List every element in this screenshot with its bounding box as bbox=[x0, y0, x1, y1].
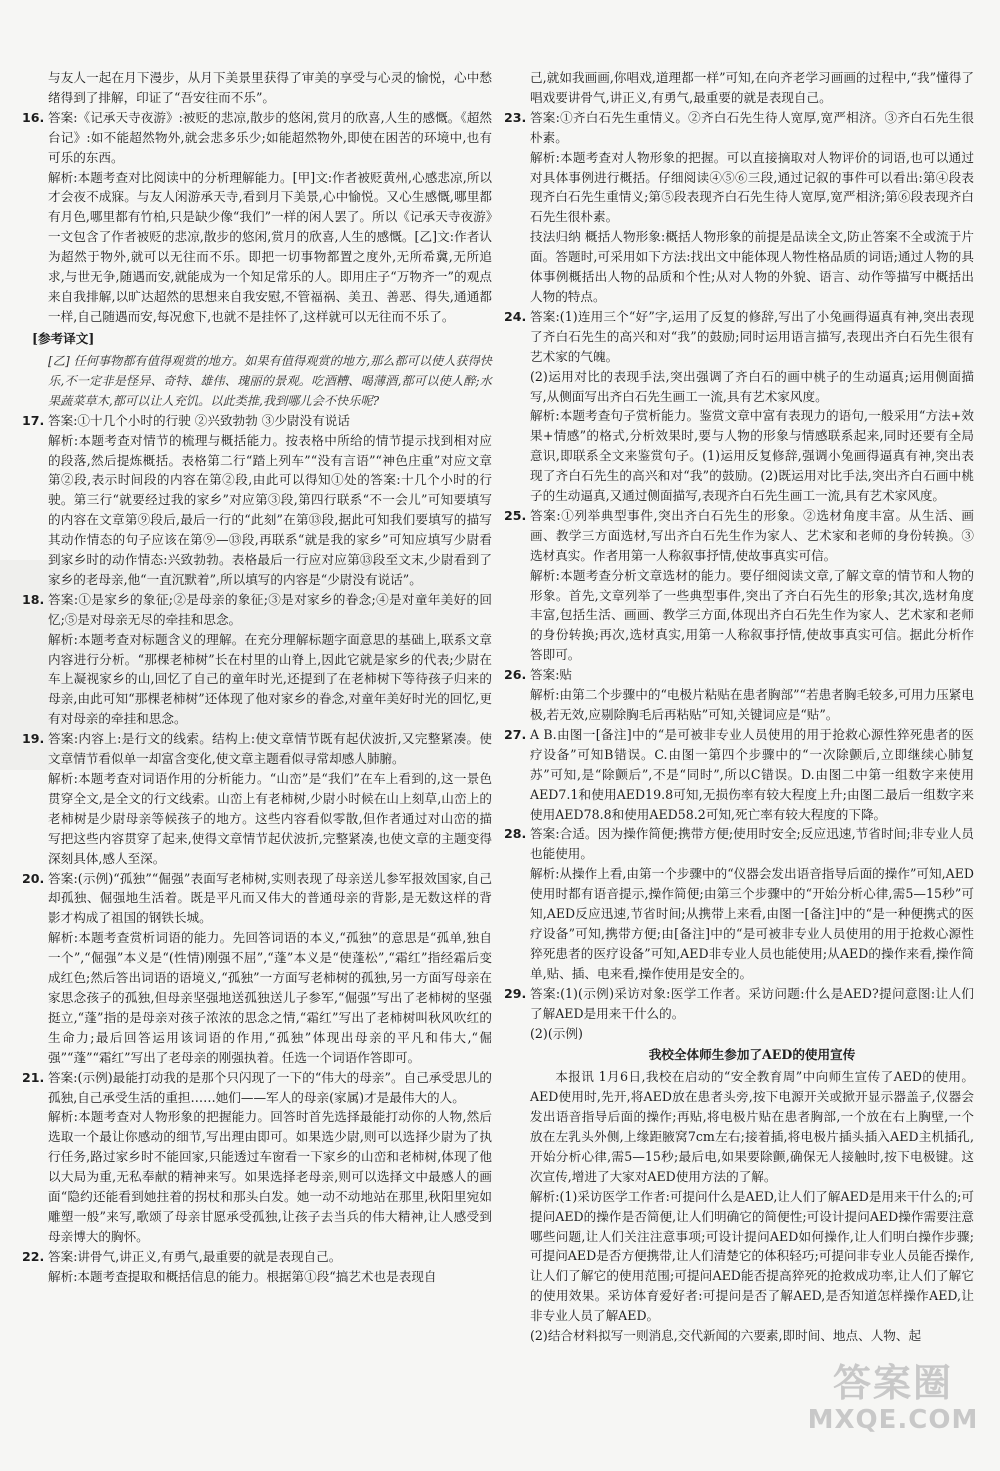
question-27 bbox=[504, 725, 974, 825]
answer-text: 答案:内容上:是行文的线索。结构上:使文章情节既有起伏波折,又完整紧凑。使文章情节看似单一却富含变化,使文章主题看似寻常却感人肺腑。 bbox=[48, 731, 492, 767]
continued-paragraph: 己,就如我画画,你唱戏,道理都一样”可知,在向齐老学习画画的过程中,“我”懂得了唱戏要讲骨气,讲正义,有勇气,最重要的就是表现自己。 bbox=[530, 70, 974, 105]
question-number: 27. bbox=[504, 726, 527, 742]
question-23 bbox=[504, 108, 974, 307]
analysis-part2: (2)结合材料拟写一则消息,交代新闻的六要素,即时间、地点、人物、起 bbox=[530, 1328, 922, 1344]
analysis-text: 解析:本题考查对人物形象的把握能力。回答时首先选择最能打动你的人物,然后选取一个最让你感动的细节,写出理由即可。如果选少尉,则可以选择少尉为了执行任务,路过家乡时不能回家,只能透过车窗看一下家乡的山峦和老柿树,体现了他以大局为重,无私奉献的精神来写。如果选择老母亲,则可以选择文中最感人的画面“隐约还能看到她拄着的拐杖和那头白发。她一动不动地站在那里,秋阳里宛如雕塑一般”来写,歌颂了母亲甘愿承受孤独,让孩子去当兵的伟大精神,让人感受到母亲博大的胸怀。 bbox=[48, 1109, 492, 1244]
question-18 bbox=[22, 590, 492, 729]
answer-text: 答案:合适。因为操作简便;携带方便;使用时安全;反应迅速,节省时间;非专业人员也能使用。 bbox=[530, 826, 974, 862]
watermark-text: 答案圈 bbox=[832, 1361, 953, 1405]
right-column bbox=[504, 68, 974, 1346]
analysis-text: 解析:本题考查句子赏析能力。鉴赏文章中富有表现力的语句,一般采用“方法+效果+情感”的格式,分析效果时,要与人物的形象与情感联系起来,同时还要有全局意识,即联系全文来鉴赏句子。(1)运用反复修辞,强调小兔画得逼真有神,突出表现了齐白石先生的高兴和对“我”的鼓励。(2)既运用对比手法,突出齐白石画中桃子的生动逼真,又通过侧面描写,表现齐白石先生画工一流,具有艺术家风度。 bbox=[530, 408, 974, 504]
question-number: 23. bbox=[504, 109, 527, 125]
watermark-url: MXQE.COM bbox=[807, 1405, 979, 1435]
question-22 bbox=[22, 1247, 492, 1287]
answer-text: 答案:讲骨气,讲正义,有勇气,最重要的就是表现自己。 bbox=[48, 1248, 342, 1264]
answer-text: 答案:《记承天寺夜游》:被贬的悲凉,散步的悠闲,赏月的欣喜,人生的感慨。《超然台记》:如不能超然物外,就会悲多乐少;如能超然物外,即使在困苦的环境中,也有可乐的东西。 bbox=[48, 109, 492, 165]
watermark-logo bbox=[798, 1361, 988, 1451]
example-label: (2)(示例) bbox=[530, 1025, 583, 1041]
question-16 bbox=[22, 108, 492, 327]
left-column bbox=[22, 68, 492, 1287]
technique-summary: 技法归纳 概括人物形象:概括人物形象的前提是品读全文,防止答案不全或流于片面。答题时,可采用如下方法:找出文中能体现人物性格品质的词语;通过人物的具体事例概括出人物的品质和个性;从对人物的外貌、语言、动作等描写中概括出人物的特点。 bbox=[530, 229, 974, 304]
question-number: 20. bbox=[22, 870, 45, 886]
analysis-text: 解析:本题考查分析文章选材的能力。要仔细阅读文章,了解文章的情节和人物的形象。首先,文章列举了一些典型事件,突出了齐白石先生的形象;其次,选材角度丰富,包括生活、画画、教学三方面,体现出齐白石先生作为家人、艺术家和老师的身份转换;再次,选材真实,用第一人称叙事抒情,使故事真实可信。据此分析作答即可。 bbox=[530, 567, 974, 663]
answer-text-2: (2)运用对比的表现手法,突出强调了齐白石的画中桃子的生动逼真;运用侧面描写,从侧面写出齐白石先生画工一流,具有艺术家风度。 bbox=[530, 368, 974, 404]
question-20 bbox=[22, 869, 492, 1068]
analysis-text: 解析:本题考查对词语作用的分析能力。“山峦”是“我们”在车上看到的,这一景色贯穿全文,是全文的行文线索。山峦上有老柿树,少尉小时候在山上刻草,山峦上的老柿树是少尉母亲等候孩子的地方。这些内容看似零散,但作者通过对山峦的描写把这些内容贯穿了起来,使得文章情节起伏波折,完整紧凑,也使文章的主题变得深刻具体,感人至深。 bbox=[48, 771, 492, 866]
analysis-text: 解析:本题考查提取和概括信息的能力。根据第①段“搞艺术也是表现自 bbox=[48, 1268, 437, 1284]
question-17 bbox=[22, 411, 492, 590]
analysis-text: 解析:本题考查对标题含义的理解。在充分理解标题字面意思的基础上,联系文章内容进行分析。“那棵老柿树”长在村里的山脊上,因此它就是家乡的代表;少尉在车上凝视家乡的山,回忆了自己的童年时光,还提到了在老柿树下等待孩子归来的母亲,由此可知“那棵老柿树”还体现了他对家乡的眷念,对童年美好时光的回忆,更有对母亲的牵挂和思念。 bbox=[48, 631, 492, 727]
question-number: 29. bbox=[504, 985, 527, 1001]
question-number: 21. bbox=[22, 1069, 45, 1085]
question-number: 26. bbox=[504, 667, 527, 683]
answer-text: 答案:①十几个小时的行驶 ②兴致勃勃 ③少尉没有说话 bbox=[48, 412, 350, 428]
question-number: 25. bbox=[504, 507, 527, 523]
analysis-text: 解析:本题考查对比阅读中的分析理解能力。[甲]文:作者被贬黄州,心感悲凉,所以才会夜不成寐。与友人闲游承天寺,看到月下美景,心中愉悦。又心生感慨,哪里都有月色,哪里都有竹柏,只是缺少像“我们”一样的闲人罢了。所以《记承天寺夜游》一文包含了作者被贬的悲凉,散步的悠闲,赏月的欣喜,人生的感慨。[乙]文:作者认为超然于物外,就可以无往而不乐。即把一切事物都置之度外,无所希冀,无所追求,与世无争,随遇而安,就能成为一个知足常乐的人。即用庄子“万物齐一”的观点来自我排解,以旷达超然的思想来自我安慰,不管福祸、美丑、善恶、得失,通通都一样,自己随遇而安,每况愈下,也就不是挂怀了,这样就可以无往而不乐了。 bbox=[48, 169, 492, 324]
question-number: 17. bbox=[22, 412, 45, 428]
question-24 bbox=[504, 307, 974, 506]
answer-text: 答案:(示例)“孤独”“倔强”表面写老柿树,实则表现了母亲送儿参军报效国家,自己却孤独、倔强地生活着。既是平凡而又伟大的普通母亲的背影,是无数这样的背影才构成了祖国的钢铁长城。 bbox=[48, 870, 492, 926]
news-title: 我校全体师生参加了AED的使用宣传 bbox=[648, 1047, 856, 1063]
question-number: 28. bbox=[504, 826, 527, 842]
question-number: 16. bbox=[22, 109, 45, 125]
answer-text: 答案:①齐白石先生重情义。②齐白石先生待人宽厚,宽严相济。③齐白石先生很朴素。 bbox=[530, 109, 974, 145]
question-number: 24. bbox=[504, 308, 527, 324]
question-21 bbox=[22, 1068, 492, 1247]
answer-text: 答案:(1)连用三个“好”字,运用了反复的修辞,写出了小兔画得逼真有神,突出表现了齐白石先生的高兴和对“我”的鼓励;同时运用语言描写,表现出齐白石先生很有艺术家的气魄。 bbox=[530, 308, 974, 364]
analysis-text: 解析:本题考查对人物形象的把握。可以直接摘取对人物评价的词语,也可以通过对具体事例进行概括。仔细阅读④⑤⑥三段,通过记叙的事件可以看出:第④段表现齐白石先生重情义;第⑤段表现齐白石先生待人宽厚,宽严相济;第⑥段表现齐白石先生很朴素。 bbox=[530, 149, 974, 225]
question-25 bbox=[504, 506, 974, 665]
question-number: 19. bbox=[22, 731, 45, 747]
question-19 bbox=[22, 729, 492, 868]
question-number: 18. bbox=[22, 591, 45, 607]
analysis-text: 解析:从操作上看,由第一个步骤中的“仪器会发出语音指导后面的操作”可知,AED使用时都有语音提示,操作简便;由第三个步骤中的“开始分析心律,需5—15秒”可知,AED反应迅速,节省时间;从携带上来看,由图一[备注]中的“是一种便携式的医疗设备”可知,携带方便;由[备注]中的“是可被非专业人员使用的用于抢救心源性猝死患者的医疗设备”可知,AED非专业人员也能使用;从AED的操作来看,操作简单,贴、插、电来看,操作使用是安全的。 bbox=[530, 866, 974, 981]
answer-text: 答案:①是家乡的象征;②是母亲的象征;③是对家乡的眷念;④是对童年美好的回忆;⑤是对母亲无尽的牵挂和思念。 bbox=[48, 591, 492, 627]
answer-text: 答案:(示例)最能打动我的是那个只闪现了一下的“伟大的母亲”。自己承受思儿的孤独,自己承受生活的重担……她们——军人的母亲(家属)才是最伟大的人。 bbox=[48, 1069, 492, 1105]
answer-text: 答案:贴 bbox=[530, 667, 573, 683]
answer-text: 答案:(1)(示例)采访对象:医学工作者。采访问题:什么是AED?提问意图:让人们了解AED是用来干什么的。 bbox=[530, 985, 974, 1021]
analysis-text: 解析:(1)采访医学工作者:可提问什么是AED,让人们了解AED是用来干什么的;可提问AED的操作是否简便,让人们明确它的简便性;可设计提问AED操作需要注意哪些问题,让人们关注注意事项;可设计提问AED如何操作,让人们明白操作步骤;可提问AED是否方便携带,让人们清楚它的体积轻巧;可提问非专业人员能否操作,让人们了解它的使用范围;可提问AED能否提高猝死的抢救成功率,让人们了解它的使用效果。采访体育爱好者:可提问是否了解AED,是否知道怎样操作AED,让非专业人员了解AED。 bbox=[530, 1188, 974, 1324]
reference-translation-text: [乙] 任何事物都有值得观赏的地方。如果有值得观赏的地方,那么都可以使人获得快乐,不一定非是怪异、奇特、雄伟、瑰丽的景观。吃酒糟、喝薄酒,都可以使人醉;水果蔬菜草木,都可以让人充饥。以此类推,我到哪儿会不快乐呢? bbox=[48, 353, 492, 408]
answer-text: A B.由图一[备注]中的“是可被非专业人员使用的用于抢救心源性猝死患者的医疗设备”可知B错误。C.由图一第四个步骤中的“一次除颤后,立即继续心肺复苏”可知,是“除颤后”,不是“同时”,所以C错误。D.由图二中第一组数字来使用AED7.1和使用AED19.8可知,无损伤率有较大程度上升;由图二最后一组数字来使用AED78.8和使用AED58.2可知,死亡率有较大程度的下降。 bbox=[530, 726, 974, 822]
question-28 bbox=[504, 824, 974, 983]
question-29 bbox=[504, 984, 974, 1346]
question-number: 22. bbox=[22, 1248, 45, 1264]
question-26 bbox=[504, 665, 974, 725]
news-body: 本报讯 1月6日,我校在启动的“安全教育周”中向师生宣传了AED的使用。AED使用时,先开,将AED放在患者头旁,按下电源开关或掀开显示器盖子,仪器会发出语音指导后面的操作;再贴,将电极片贴在患者胸部,一个放在右上胸壁,一个放在左乳头外侧,上缘距腋窝7cm左右;接着插,将电极片插头插入AED主机插孔,开始分析心律,需5—15秒;最后电,如果要除颤,确保无人接触时,按下电极键。这次宣传,增进了大家对AED使用方法的了解。 bbox=[530, 1069, 974, 1184]
analysis-text: 解析:由第二个步骤中的“电极片粘贴在患者胸部”“若患者胸毛较多,可用力压紧电极,若无效,应剔除胸毛后再粘贴”可知,关键词应是“贴”。 bbox=[530, 687, 974, 722]
reference-translation-title: [参考译文] bbox=[32, 330, 95, 346]
answer-text: 答案:①列举典型事件,突出齐白石先生的形象。②选材角度丰富。从生活、画画、教学三方面选材,写出齐白石先生作为家人、艺术家和老师的身份转换。③选材真实。作者用第一人称叙事抒情,使故事真实可信。 bbox=[530, 507, 974, 563]
analysis-text: 解析:本题考查对情节的梳理与概括能力。按表格中所给的情节提示找到相对应的段落,然后提炼概括。表格第二行“踏上列车”“没有言语”“神色庄重”对应文章第②段,表示时间段的内容在第②段,由此可以得知①处的答案:十几个小时的行驶。第三行“就要经过我的家乡”对应第③段,第四行联系“不一会儿”可知要填写的内容在文章第⑨段后,最后一行的“此刻”在第⑬段,据此可知我们要填写的描写其动作情态的句子应该在第⑨—⑬段,再联系“就是我的家乡”可知应填写少尉看到家乡时的动作情态:兴致勃勃。表格最后一行应对应第⑬段至文末,少尉看到了家乡的老母亲,他“一直沉默着”,所以填写的内容是“少尉没有说话”。 bbox=[48, 432, 492, 587]
analysis-text: 解析:本题考查赏析词语的能力。先回答词语的本义,“孤独”的意思是“孤单,独自一个”,“倔强”本义是“(性情)刚强不屈”,“蓬”本义是“使蓬松”,“霜红”指经霜后变成红色;然后答出词语的语境义,“孤独”一方面写老柿树的孤独,另一方面写母亲在家思念孩子的孤独,但母亲坚强地送孤独送儿子参军,“倔强”写出了老柿树的坚强挺立,“蓬”指的是母亲对孩子浓浓的思念之情,“霜红”写出了老柿树叫秋风吹红的生命力;最后回答运用该词语的作用,“孤独”体现出母亲的平凡和伟大,“倔强”“蓬”“霜红”写出了老母亲的刚强执着。任选一个词语作答即可。 bbox=[48, 930, 492, 1065]
intro-paragraph: 与友人一起在月下漫步，从月下美景里获得了审美的享受与心灵的愉悦，心中愁绪得到了排解，印证了“吾安往而不乐”。 bbox=[48, 70, 492, 105]
